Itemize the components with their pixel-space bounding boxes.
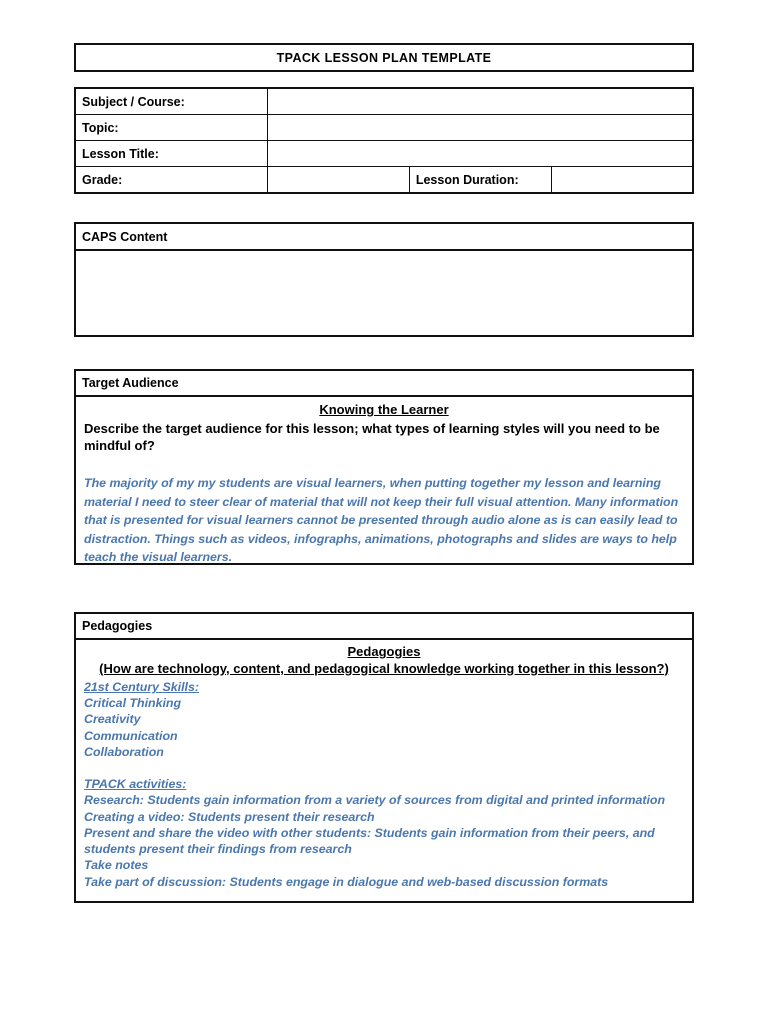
list-item: Take notes (84, 858, 149, 873)
table-row (75, 167, 693, 194)
pedagogies-heading: Pedagogies (76, 614, 692, 640)
target-audience-body[interactable] (76, 397, 692, 572)
subject-course-field[interactable] (268, 88, 694, 115)
target-audience-prompt: Describe the target audience for this lesson; what types of learning styles will you need to be mindful of? (84, 420, 660, 454)
pedagogies-section (74, 612, 694, 903)
pedagogies-body[interactable] (76, 640, 692, 896)
grade-label: Grade: (75, 167, 268, 194)
topic-field[interactable] (268, 115, 694, 141)
table-row (75, 88, 693, 115)
list-item: Communication (84, 728, 178, 743)
tpack-activities-block (84, 776, 684, 890)
list-item: Creating a video: Students present their research (84, 809, 375, 824)
list-item: Present and share the video with other students: Students gain information from their peers, and students present their findings from research (84, 825, 655, 857)
table-row (75, 141, 693, 167)
table-row (75, 115, 693, 141)
caps-content-field[interactable] (76, 251, 692, 337)
target-audience-response[interactable]: The majority of my my students are visual learners, when putting together my lesson and learning material I need to steer clear of material that will not keep their full visual attention. Many information that is presented for visual learners cannot be presented through audio alone as is can easily lead to distraction. Things such as videos, infographs, animations, photographs and slides are ways to help teach the visual learners. (84, 476, 679, 564)
twenty-first-century-skills-block (84, 679, 684, 760)
lesson-info-table (74, 87, 694, 194)
page-title: TPACK LESSON PLAN TEMPLATE (276, 50, 492, 65)
pedagogies-prompt: (How are technology, content, and pedagogical knowledge working together in this lesson?) (99, 660, 669, 676)
list-item: Critical Thinking (84, 696, 182, 711)
list-item: Collaboration (84, 744, 164, 759)
knowing-the-learner-subheading: Knowing the Learner (319, 402, 449, 417)
lesson-title-label: Lesson Title: (75, 141, 268, 167)
pedagogies-subheading: Pedagogies (347, 644, 421, 659)
list-item: Take part of discussion: Students engage in dialogue and web-based discussion formats (84, 874, 609, 889)
activities-heading: TPACK activities: (84, 777, 187, 792)
target-audience-section (74, 369, 694, 565)
skills-heading: 21st Century Skills: (84, 679, 200, 694)
subject-course-label: Subject / Course: (75, 88, 268, 115)
caps-content-heading: CAPS Content (76, 224, 692, 251)
topic-label: Topic: (75, 115, 268, 141)
spacer (84, 760, 684, 775)
lesson-title-field[interactable] (268, 141, 694, 167)
target-audience-heading: Target Audience (76, 371, 692, 397)
document-title-box (74, 43, 694, 72)
lesson-duration-label: Lesson Duration: (409, 167, 551, 194)
lesson-duration-field[interactable] (551, 167, 693, 194)
list-item: Creativity (84, 712, 141, 727)
grade-field[interactable] (268, 167, 410, 194)
list-item: Research: Students gain information from a variety of sources from digital and printed information (84, 793, 666, 808)
caps-content-section (74, 222, 694, 337)
